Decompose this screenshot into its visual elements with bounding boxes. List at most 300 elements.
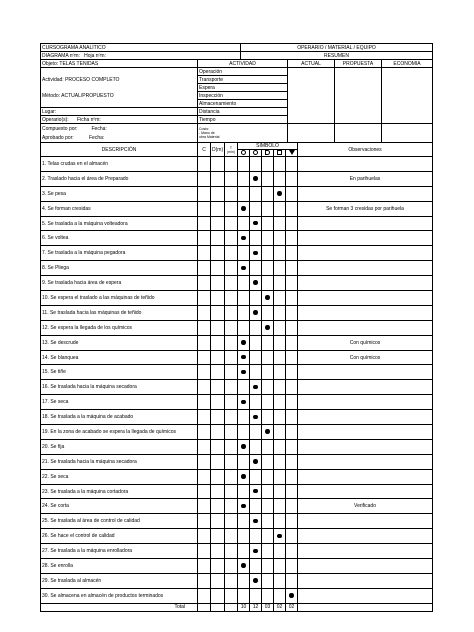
step-symbol-cell bbox=[262, 395, 274, 410]
step-symbol-cell bbox=[286, 350, 298, 365]
step-t-cell bbox=[225, 544, 238, 559]
step-t-cell bbox=[225, 186, 238, 201]
step-symbol-cell bbox=[274, 320, 286, 335]
step-symbol-cell bbox=[238, 216, 250, 231]
step-symbol-cell bbox=[274, 246, 286, 261]
step-row bbox=[41, 425, 433, 440]
step-symbol-cell bbox=[250, 231, 262, 246]
step-symbol-cell bbox=[286, 469, 298, 484]
step-d-cell bbox=[211, 484, 225, 499]
step-symbol-cell bbox=[274, 291, 286, 306]
step-description: 26. Se hace el control de calidad bbox=[41, 529, 198, 544]
step-symbol-cell bbox=[238, 186, 250, 201]
step-symbol-cell bbox=[262, 380, 274, 395]
step-symbol-cell bbox=[286, 514, 298, 529]
step-symbol-cell bbox=[238, 559, 250, 574]
step-symbol-cell bbox=[286, 559, 298, 574]
total-transports: 12 bbox=[250, 603, 262, 611]
c-header: C bbox=[198, 143, 211, 157]
step-symbol-cell bbox=[238, 454, 250, 469]
step-symbol-cell bbox=[286, 588, 298, 603]
step-description: 20. Se fija bbox=[41, 439, 198, 454]
step-description: 3. Se pesa bbox=[41, 186, 198, 201]
current-values bbox=[288, 68, 335, 124]
step-row bbox=[41, 365, 433, 380]
step-description: 8. Se Pliega bbox=[41, 261, 198, 276]
step-symbol-cell bbox=[286, 216, 298, 231]
selected-symbol-dot-icon bbox=[241, 474, 246, 479]
operator-row bbox=[41, 116, 198, 124]
step-d-cell bbox=[211, 514, 225, 529]
step-t-cell bbox=[225, 305, 238, 320]
step-t-cell bbox=[225, 246, 238, 261]
step-symbol-cell bbox=[274, 514, 286, 529]
operator-label: Operario(s): bbox=[42, 116, 69, 123]
step-symbol-cell bbox=[286, 544, 298, 559]
step-symbol-cell bbox=[286, 425, 298, 440]
step-symbol-cell bbox=[286, 305, 298, 320]
step-symbol-cell bbox=[238, 425, 250, 440]
selected-symbol-dot-icon bbox=[241, 355, 246, 360]
description-header: DESCRIPCIÓN bbox=[41, 143, 198, 157]
operator-title: OPERARIO / MATERIAL / EQUIPO bbox=[241, 44, 433, 52]
operation-symbol-header bbox=[238, 150, 250, 157]
step-d-cell bbox=[211, 350, 225, 365]
step-symbol-cell bbox=[286, 335, 298, 350]
step-symbol-cell bbox=[238, 573, 250, 588]
selected-symbol-dot-icon bbox=[241, 444, 246, 449]
step-symbol-cell bbox=[274, 261, 286, 276]
step-t-cell bbox=[225, 216, 238, 231]
step-row bbox=[41, 171, 433, 186]
step-row bbox=[41, 514, 433, 529]
composed-approved-cell bbox=[41, 124, 198, 143]
step-symbol-cell bbox=[274, 365, 286, 380]
current-label: ACTUAL bbox=[288, 60, 335, 68]
process-steps-table bbox=[40, 142, 433, 612]
step-description: 21. Se traslada hacia la máquina secadora bbox=[41, 454, 198, 469]
step-observation bbox=[298, 410, 433, 425]
economy-values bbox=[382, 68, 433, 124]
step-symbol-cell bbox=[286, 320, 298, 335]
approved-by-label: Aprobado por: bbox=[42, 134, 74, 141]
step-symbol-cell bbox=[274, 454, 286, 469]
step-c-cell bbox=[198, 320, 211, 335]
step-d-cell bbox=[211, 276, 225, 291]
step-description: 1. Telas crudas en el almacén bbox=[41, 157, 198, 172]
step-symbol-cell bbox=[286, 454, 298, 469]
step-symbol-cell bbox=[238, 499, 250, 514]
step-observation bbox=[298, 454, 433, 469]
step-observation: Con químicos bbox=[298, 350, 433, 365]
step-symbol-cell bbox=[262, 350, 274, 365]
step-symbol-cell bbox=[286, 186, 298, 201]
step-t-cell bbox=[225, 157, 238, 172]
activity-desc: Actividad: PROCESO COMPLETO bbox=[42, 76, 120, 83]
step-symbol-cell bbox=[238, 335, 250, 350]
selected-symbol-dot-icon bbox=[253, 549, 258, 554]
step-row bbox=[41, 335, 433, 350]
step-symbol-cell bbox=[250, 186, 262, 201]
step-d-cell bbox=[211, 305, 225, 320]
step-symbol-cell bbox=[250, 305, 262, 320]
step-symbol-cell bbox=[274, 410, 286, 425]
selected-symbol-dot-icon bbox=[253, 415, 258, 420]
step-symbol-cell bbox=[262, 588, 274, 603]
step-symbol-cell bbox=[238, 439, 250, 454]
step-symbol-cell bbox=[250, 454, 262, 469]
step-symbol-cell bbox=[286, 439, 298, 454]
step-row bbox=[41, 469, 433, 484]
step-symbol-cell bbox=[274, 544, 286, 559]
step-c-cell bbox=[198, 395, 211, 410]
step-row bbox=[41, 305, 433, 320]
selected-symbol-dot-icon bbox=[277, 534, 282, 539]
step-d-cell bbox=[211, 320, 225, 335]
step-symbol-cell bbox=[250, 380, 262, 395]
step-symbol-cell bbox=[238, 395, 250, 410]
step-symbol-cell bbox=[238, 246, 250, 261]
selected-symbol-dot-icon bbox=[241, 400, 246, 405]
step-row bbox=[41, 588, 433, 603]
step-row bbox=[41, 157, 433, 172]
step-symbol-cell bbox=[274, 216, 286, 231]
step-c-cell bbox=[198, 350, 211, 365]
step-symbol-cell bbox=[274, 573, 286, 588]
step-observation: Se forman 3 cresidas por parihuela bbox=[298, 201, 433, 216]
form-header bbox=[40, 43, 433, 143]
step-symbol-cell bbox=[286, 261, 298, 276]
step-row bbox=[41, 276, 433, 291]
step-symbol-cell bbox=[274, 186, 286, 201]
selected-symbol-dot-icon bbox=[253, 489, 258, 494]
step-t-cell bbox=[225, 201, 238, 216]
step-symbol-cell bbox=[274, 380, 286, 395]
activity-item: Distancia bbox=[198, 108, 288, 116]
step-symbol-cell bbox=[286, 380, 298, 395]
step-symbol-cell bbox=[262, 529, 274, 544]
step-c-cell bbox=[198, 246, 211, 261]
step-description: 2. Traslado hacia el área de Preparado bbox=[41, 171, 198, 186]
selected-symbol-dot-icon bbox=[265, 429, 270, 434]
activity-item: Operación bbox=[198, 68, 288, 76]
step-c-cell bbox=[198, 425, 211, 440]
step-symbol-cell bbox=[286, 395, 298, 410]
selected-symbol-dot-icon bbox=[253, 176, 258, 181]
step-d-cell bbox=[211, 201, 225, 216]
total-storages: 02 bbox=[286, 603, 298, 611]
operation-circle-icon bbox=[241, 150, 246, 155]
step-d-cell bbox=[211, 439, 225, 454]
step-observation bbox=[298, 395, 433, 410]
step-c-cell bbox=[198, 216, 211, 231]
step-symbol-cell bbox=[238, 291, 250, 306]
step-t-cell bbox=[225, 499, 238, 514]
step-t-cell bbox=[225, 231, 238, 246]
step-symbol-cell bbox=[250, 350, 262, 365]
card-label: Ficha nºm: bbox=[77, 116, 101, 123]
step-c-cell bbox=[198, 544, 211, 559]
step-row bbox=[41, 410, 433, 425]
step-t-cell bbox=[225, 469, 238, 484]
economy-label: ECONOMIA bbox=[382, 60, 433, 68]
step-observation bbox=[298, 573, 433, 588]
selected-symbol-dot-icon bbox=[253, 519, 258, 524]
step-c-cell bbox=[198, 514, 211, 529]
step-symbol-cell bbox=[238, 529, 250, 544]
step-symbol-cell bbox=[262, 157, 274, 172]
step-symbol-cell bbox=[262, 261, 274, 276]
step-symbol-cell bbox=[238, 350, 250, 365]
step-row bbox=[41, 559, 433, 574]
step-description: 6. Se voltea bbox=[41, 231, 198, 246]
step-symbol-cell bbox=[250, 216, 262, 231]
step-t-cell bbox=[225, 380, 238, 395]
step-symbol-cell bbox=[250, 261, 262, 276]
step-symbol-cell bbox=[238, 276, 250, 291]
cost-item: - Mano de bbox=[199, 131, 215, 135]
d-header: D(m) bbox=[211, 143, 225, 157]
step-symbol-cell bbox=[274, 529, 286, 544]
step-c-cell bbox=[198, 559, 211, 574]
selected-symbol-dot-icon bbox=[241, 504, 246, 509]
activity-item: Inspección bbox=[198, 92, 288, 100]
analytic-flow-chart-form bbox=[40, 43, 432, 612]
transport-circle-icon bbox=[253, 150, 258, 155]
inspection-symbol-header bbox=[274, 150, 286, 157]
step-symbol-cell bbox=[286, 171, 298, 186]
totals-label: Total bbox=[41, 603, 198, 611]
step-t-cell bbox=[225, 291, 238, 306]
selected-symbol-dot-icon bbox=[253, 578, 258, 583]
step-symbol-cell bbox=[250, 365, 262, 380]
step-symbol-cell bbox=[262, 186, 274, 201]
step-row bbox=[41, 246, 433, 261]
place-label: Lugar: bbox=[41, 108, 198, 116]
step-symbol-cell bbox=[250, 291, 262, 306]
step-description: 11. Se traslada hacia las máquinas de teñido bbox=[41, 305, 198, 320]
storage-symbol-header bbox=[286, 150, 298, 157]
summary-label: RESUMEN bbox=[241, 52, 433, 60]
step-symbol-cell bbox=[262, 276, 274, 291]
activity-item: Transporte bbox=[198, 76, 288, 84]
step-description: 14. Se blanquea bbox=[41, 350, 198, 365]
selected-symbol-dot-icon bbox=[241, 340, 246, 345]
step-c-cell bbox=[198, 291, 211, 306]
step-symbol-cell bbox=[286, 201, 298, 216]
step-symbol-cell bbox=[274, 559, 286, 574]
cost-economy bbox=[382, 124, 433, 143]
step-observation bbox=[298, 529, 433, 544]
symbol-header: SIMBOLO bbox=[238, 143, 298, 150]
step-symbol-cell bbox=[250, 320, 262, 335]
step-d-cell bbox=[211, 573, 225, 588]
step-d-cell bbox=[211, 559, 225, 574]
step-d-cell bbox=[211, 395, 225, 410]
selected-symbol-dot-icon bbox=[253, 251, 258, 256]
step-d-cell bbox=[211, 261, 225, 276]
step-observation bbox=[298, 261, 433, 276]
step-symbol-cell bbox=[250, 559, 262, 574]
step-row bbox=[41, 439, 433, 454]
step-symbol-cell bbox=[274, 469, 286, 484]
totals-c bbox=[198, 603, 211, 611]
step-symbol-cell bbox=[286, 157, 298, 172]
step-t-cell bbox=[225, 171, 238, 186]
step-symbol-cell bbox=[250, 529, 262, 544]
step-row bbox=[41, 291, 433, 306]
total-inspections: 02 bbox=[274, 603, 286, 611]
step-c-cell bbox=[198, 276, 211, 291]
step-description: 4. Se forman cresidas bbox=[41, 201, 198, 216]
diagram-label: DIAGRAMA nºm: bbox=[42, 52, 80, 59]
step-symbol-cell bbox=[262, 171, 274, 186]
transport-symbol-header bbox=[250, 150, 262, 157]
step-symbol-cell bbox=[250, 499, 262, 514]
step-c-cell bbox=[198, 201, 211, 216]
step-row bbox=[41, 529, 433, 544]
selected-symbol-dot-icon bbox=[253, 221, 258, 226]
step-t-cell bbox=[225, 365, 238, 380]
step-symbol-cell bbox=[262, 291, 274, 306]
step-symbol-cell bbox=[238, 469, 250, 484]
step-d-cell bbox=[211, 544, 225, 559]
step-row bbox=[41, 395, 433, 410]
step-description: 28. Se enrolla bbox=[41, 559, 198, 574]
step-observation bbox=[298, 186, 433, 201]
activity-item: Espera bbox=[198, 84, 288, 92]
step-t-cell bbox=[225, 276, 238, 291]
step-symbol-cell bbox=[238, 320, 250, 335]
step-row bbox=[41, 544, 433, 559]
step-observation bbox=[298, 216, 433, 231]
step-symbol-cell bbox=[262, 499, 274, 514]
step-symbol-cell bbox=[286, 365, 298, 380]
step-observation: Verificado bbox=[298, 499, 433, 514]
step-d-cell bbox=[211, 246, 225, 261]
step-description: 17. Se seca bbox=[41, 395, 198, 410]
step-symbol-cell bbox=[274, 276, 286, 291]
step-symbol-cell bbox=[274, 350, 286, 365]
observations-header: Observaciones bbox=[298, 143, 433, 157]
step-t-cell bbox=[225, 410, 238, 425]
step-observation bbox=[298, 231, 433, 246]
step-symbol-cell bbox=[250, 246, 262, 261]
step-symbol-cell bbox=[238, 365, 250, 380]
step-description: 9. Se traslada hacia área de espera bbox=[41, 276, 198, 291]
step-c-cell bbox=[198, 171, 211, 186]
step-description: 29. Se traslada al almacén bbox=[41, 573, 198, 588]
storage-triangle-icon bbox=[289, 150, 295, 155]
step-observation bbox=[298, 365, 433, 380]
activity-method-cell bbox=[41, 68, 198, 108]
step-d-cell bbox=[211, 529, 225, 544]
step-symbol-cell bbox=[238, 410, 250, 425]
totals-observations bbox=[298, 603, 433, 611]
step-symbol-cell bbox=[262, 410, 274, 425]
step-observation bbox=[298, 484, 433, 499]
step-symbol-cell bbox=[262, 559, 274, 574]
step-symbol-cell bbox=[274, 201, 286, 216]
delay-d-icon bbox=[265, 150, 270, 155]
step-symbol-cell bbox=[274, 157, 286, 172]
step-t-cell bbox=[225, 395, 238, 410]
step-d-cell bbox=[211, 171, 225, 186]
step-symbol-cell bbox=[238, 261, 250, 276]
selected-symbol-dot-icon bbox=[277, 191, 282, 196]
activity-item: Tiempo bbox=[198, 116, 288, 124]
step-t-cell bbox=[225, 514, 238, 529]
cost-item: Costo: bbox=[199, 127, 210, 131]
step-c-cell bbox=[198, 261, 211, 276]
totals-t bbox=[225, 603, 238, 611]
step-d-cell bbox=[211, 365, 225, 380]
step-t-cell bbox=[225, 484, 238, 499]
step-symbol-cell bbox=[286, 276, 298, 291]
step-symbol-cell bbox=[238, 380, 250, 395]
step-symbol-cell bbox=[262, 425, 274, 440]
step-observation: En parihuelas bbox=[298, 171, 433, 186]
step-symbol-cell bbox=[274, 499, 286, 514]
step-symbol-cell bbox=[274, 484, 286, 499]
step-symbol-cell bbox=[274, 395, 286, 410]
step-symbol-cell bbox=[250, 425, 262, 440]
inspection-square-icon bbox=[277, 150, 282, 155]
step-symbol-cell bbox=[238, 484, 250, 499]
step-symbol-cell bbox=[262, 231, 274, 246]
total-waits: 03 bbox=[262, 603, 274, 611]
step-symbol-cell bbox=[250, 514, 262, 529]
step-t-cell bbox=[225, 320, 238, 335]
selected-symbol-dot-icon bbox=[241, 236, 246, 241]
step-symbol-cell bbox=[250, 395, 262, 410]
step-symbol-cell bbox=[250, 544, 262, 559]
step-c-cell bbox=[198, 439, 211, 454]
step-symbol-cell bbox=[250, 276, 262, 291]
proposed-label: PROPUESTA bbox=[335, 60, 382, 68]
date-label: Fecha: bbox=[88, 134, 105, 141]
cost-item: obra Material bbox=[199, 135, 220, 139]
step-c-cell bbox=[198, 186, 211, 201]
step-row bbox=[41, 186, 433, 201]
selected-symbol-dot-icon bbox=[241, 370, 246, 375]
form-title: CURSOGRAMA ANALITICO bbox=[41, 44, 241, 52]
step-symbol-cell bbox=[286, 573, 298, 588]
step-d-cell bbox=[211, 291, 225, 306]
t-header: T (min) bbox=[225, 143, 238, 157]
step-symbol-cell bbox=[274, 305, 286, 320]
selected-symbol-dot-icon bbox=[289, 593, 294, 598]
step-c-cell bbox=[198, 454, 211, 469]
step-observation bbox=[298, 588, 433, 603]
step-observation: Con químicos bbox=[298, 335, 433, 350]
step-t-cell bbox=[225, 335, 238, 350]
step-symbol-cell bbox=[274, 439, 286, 454]
activity-item: Almacenamiento bbox=[198, 100, 288, 108]
step-c-cell bbox=[198, 573, 211, 588]
step-symbol-cell bbox=[238, 157, 250, 172]
step-symbol-cell bbox=[238, 201, 250, 216]
step-row bbox=[41, 320, 433, 335]
selected-symbol-dot-icon bbox=[253, 310, 258, 315]
step-observation bbox=[298, 305, 433, 320]
step-row bbox=[41, 499, 433, 514]
step-symbol-cell bbox=[286, 529, 298, 544]
step-observation bbox=[298, 469, 433, 484]
step-description: 25. Se traslada al área de control de calidad bbox=[41, 514, 198, 529]
step-symbol-cell bbox=[262, 365, 274, 380]
step-symbol-cell bbox=[262, 439, 274, 454]
